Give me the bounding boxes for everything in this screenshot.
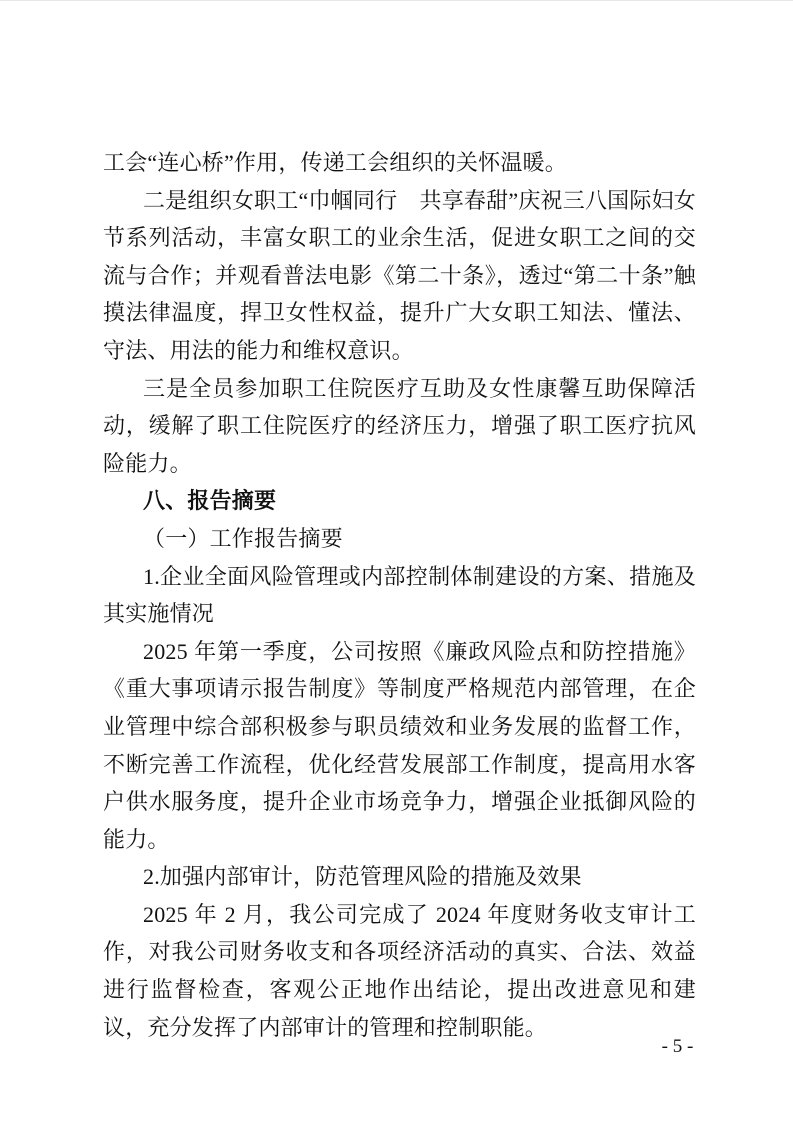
- page-number: - 5 -: [661, 1036, 694, 1057]
- paragraph-item1-detail: 2025 年第一季度，公司按照《廉政风险点和防控措施》《重大事项请示报告制度》等制度严格规范内部管理，在企业管理中综合部积极参与职员绩效和业务发展的监督工作，不断完善工作流程，优化经营发展部工作制度，提高用水客户供水服务度，提升企业市场竞争力，增强企业抵御风险的能力。: [103, 638, 696, 852]
- paragraph-item1-title: 1.企业全面风险管理或内部控制体制建设的方案、措施及其实施情况: [103, 563, 696, 627]
- paragraph-item2-title: 2.加强内部审计，防范管理风险的措施及效果: [143, 864, 582, 890]
- section-heading-report-summary: 八、报告摘要: [143, 488, 277, 514]
- page-body: [103, 144, 696, 1046]
- subsection-heading-work-report-summary: （一）工作报告摘要: [143, 525, 343, 551]
- paragraph-women-activities: 二是组织女职工“巾帼同行 共享春甜”庆祝三八国际妇女节系列活动，丰富女职工的业余生活，促进女职工之间的交流与合作；并观看普法电影《第二十条》，透过“第二十条”触摸法律温度，捍卫女性权益，提升广大女职工知法、懂法、守法、用法的能力和维权意识。: [103, 187, 696, 363]
- paragraph-medical-mutual-aid: 三是全员参加职工住院医疗互助及女性康馨互助保障活动，缓解了职工住院医疗的经济压力，增强了职工医疗抗风险能力。: [103, 375, 696, 476]
- paragraph-union-bridge: 工会“连心桥”作用，传递工会组织的关怀温暖。: [103, 150, 567, 175]
- paragraph-item2-detail: 2025 年 2 月，我公司完成了 2024 年度财务收支审计工作，对我公司财务收支和各项经济活动的真实、合法、效益进行监督检查，客观公正地作出结论，提出改进意见和建议，充分发挥了内部审计的管理和控制职能。: [103, 901, 696, 1040]
